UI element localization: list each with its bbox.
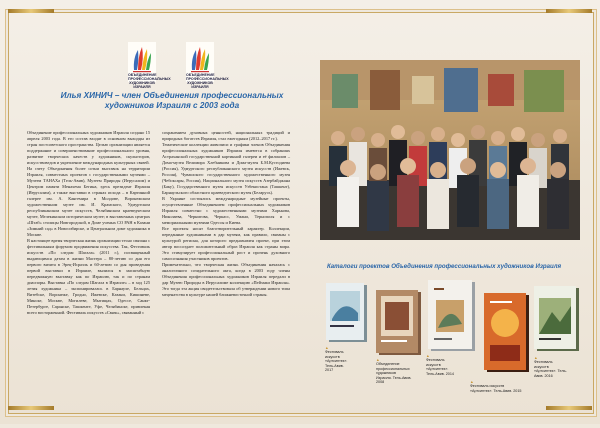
catalog-cover <box>376 290 422 356</box>
catalog-cover <box>484 293 530 373</box>
catalog-book-2016 <box>534 286 580 352</box>
article-column-2: сохранением духовных ценностей, национальных традиций и природных богатств Израиля, стал ежегодным (2012–2017 гг.). Тематические коллекции живописи и графики членов Объединения профессиональных художников Израиля имеются в собраниях Астраханской государственной картинной галереи и её филиалов – Дома-музея Велимира Хлебникова и Дома-музея Б.М.Кустодиева (Россия), Удмуртского республиканского музея искусств (Ижевск, Россия), Чувашского государственного художественного музея (Чебоксары, Россия), Национального музея искусств Азербайджана (Баку), Государственного музея искусств Узбекистана (Ташкент), Барнаульского областного краеведческого музея (Беларусь). В Украине состоялись международные музейные проекты, осуществленные Объединением профессиональных художников Израиля совместно с художественными музеями Харькова, Николаева, Чернигова, Черкасс, Умани, Тернополя и с мемориальными музеями Одессы и Киева. Все проекты носят благотворительный характер. Коллекции, переданные художниками в дар музеям, как правило, связаны с культурой региона, для которого предназначен проект, при этом автор воссоздает положительный образ Израиля как страны мира. Это стимулирует профессиональный рост и прочень духовного самосознания участников проектов. Примечательно, что творческая жизнь Объединения началась с аналогичного созидательного акта, когда в 2003 году члены Объединения профессиональных художников Израиля передали в дар Музею Природы в Иерусалиме коллекцию «Пейзажи Израиля». Это тогда эта акция свидетельствовала об утверждении нового типа меценатства в культуре нашей ближневосточной страны. <box>162 130 290 298</box>
association-logo <box>128 42 171 89</box>
association-logo <box>186 42 229 89</box>
catalog-cover <box>534 286 580 352</box>
bullet-icon: ▲ <box>534 356 538 360</box>
catalog-book-2017 <box>326 283 368 343</box>
bullet-icon: ▲ <box>376 358 380 362</box>
article-title: Илья ХИНИЧ – член Объединения профессиональных художников Израиля с 2003 года <box>60 91 284 110</box>
group-photo-image <box>320 60 580 240</box>
catalog-book-2015 <box>484 293 530 373</box>
group-photo <box>320 60 580 240</box>
catalog-cover <box>326 283 368 343</box>
bullet-icon: ▲ <box>426 354 430 358</box>
catalog-cover <box>428 280 476 352</box>
catalog-caption: ▲ Фестиваль искусств «Артсинтез». Тель-Авив. 2015 <box>470 380 522 393</box>
bullet-icon: ▲ <box>470 380 474 384</box>
corner-ornament <box>8 406 54 428</box>
logo-caption: ОБЪЕДИНЕНИЕ ПРОФЕССИОНАЛЬНЫХ ХУДОЖНИКОВ ИЗРАИЛЯ <box>186 73 229 89</box>
logo-caption: ОБЪЕДИНЕНИЕ ПРОФЕССИОНАЛЬНЫХ ХУДОЖНИКОВ ИЗРАИЛЯ <box>128 73 171 89</box>
catalog-caption: ▲ Фестиваль искусств «Артсинтез». Тель-Авив. 2017 <box>325 346 348 373</box>
article-column-1: Объединение профессиональных художников Израиля создано 15 апреля 2003 года. В его состав входят в основном выходцы из стран постсоветского пространства. Целью организации является поддержание и совершенствование профессионального уровня, развитие творческих качеств у художников, скульпторов, искусствоведов и укрепление международных культурных связей. На счету Объединения более сотни выставок на территории Израиля, совместных проектов с государственными музеями – Музеем ТАНАХа (Тель-Авив), Музеем Природы (Иерусалим) и Центром памяти Менахема Бегина, здесь президент Израиля (Иерусалим), а также выставки в странах исхода – в Картинной галерее им. А. Кангемира в Молдове, Воронежском художественном музее им. И. Крамского, Удмуртском республиканском музее искусств, Челябинском краеведческом музее, Мелекинском историческом музее; в выставочных центрах «Штаб» столицы Новгородской, в Доме ученых СО РАН в Казани «Зимний сад» в Новосибирске, и Центральном доме художника в Москве. В настоящее время творческая жизнь организации тесно связана с фестивальным форумом продвижения искусства. Так, Фестиваль искусств «По следам Шагала» (2011 г.), посвященный выдающимся датам в жизни Мастера – 80-летию со дня его первого визита в Эрец-Исраэль и 60-летию со дня проведения первой выставки в Израиле, вылился в масштабную передвижную выставку как по Израилю, так и по странам диаспоры. Выставка «По следам Шагала в Израиле» – в ход 125 летия художника – экспонировалась в Барнауле, Бельцах, Витебске, Воронеже, Гродно, Ижевске, Казани, Кишиневе, Минске, Москве, Могилеве, Мытищах, Одессе, Санкт-Петербурге, Саранске, Ташкенте, Уфе, Челябинске, привлекая всего восторженной. Фестиваль искусств «Связь», связанный с <box>27 130 150 316</box>
corner-ornament <box>8 9 54 31</box>
corner-ornament <box>546 406 592 428</box>
catalog-caption: ▲ Фестиваль искусств «Артсинтез». Тель- Авив. 2016 <box>534 356 567 378</box>
corner-ornament <box>546 9 592 31</box>
bullet-icon: ▲ <box>325 346 329 350</box>
catalog-caption: ▲ Фестиваль искусств «Артсинтез». Тель-Авив. 2014 <box>426 354 454 376</box>
catalog-caption: ▲ Объединение профессиональных художников Израиля. Тель-Авив. 2008 <box>376 358 412 385</box>
catalog-book-2014 <box>428 280 476 352</box>
catalogs-heading: Каталоги проектов Объединения профессиональных художников Израиля <box>327 263 562 270</box>
catalog-book-2008 <box>376 290 422 356</box>
